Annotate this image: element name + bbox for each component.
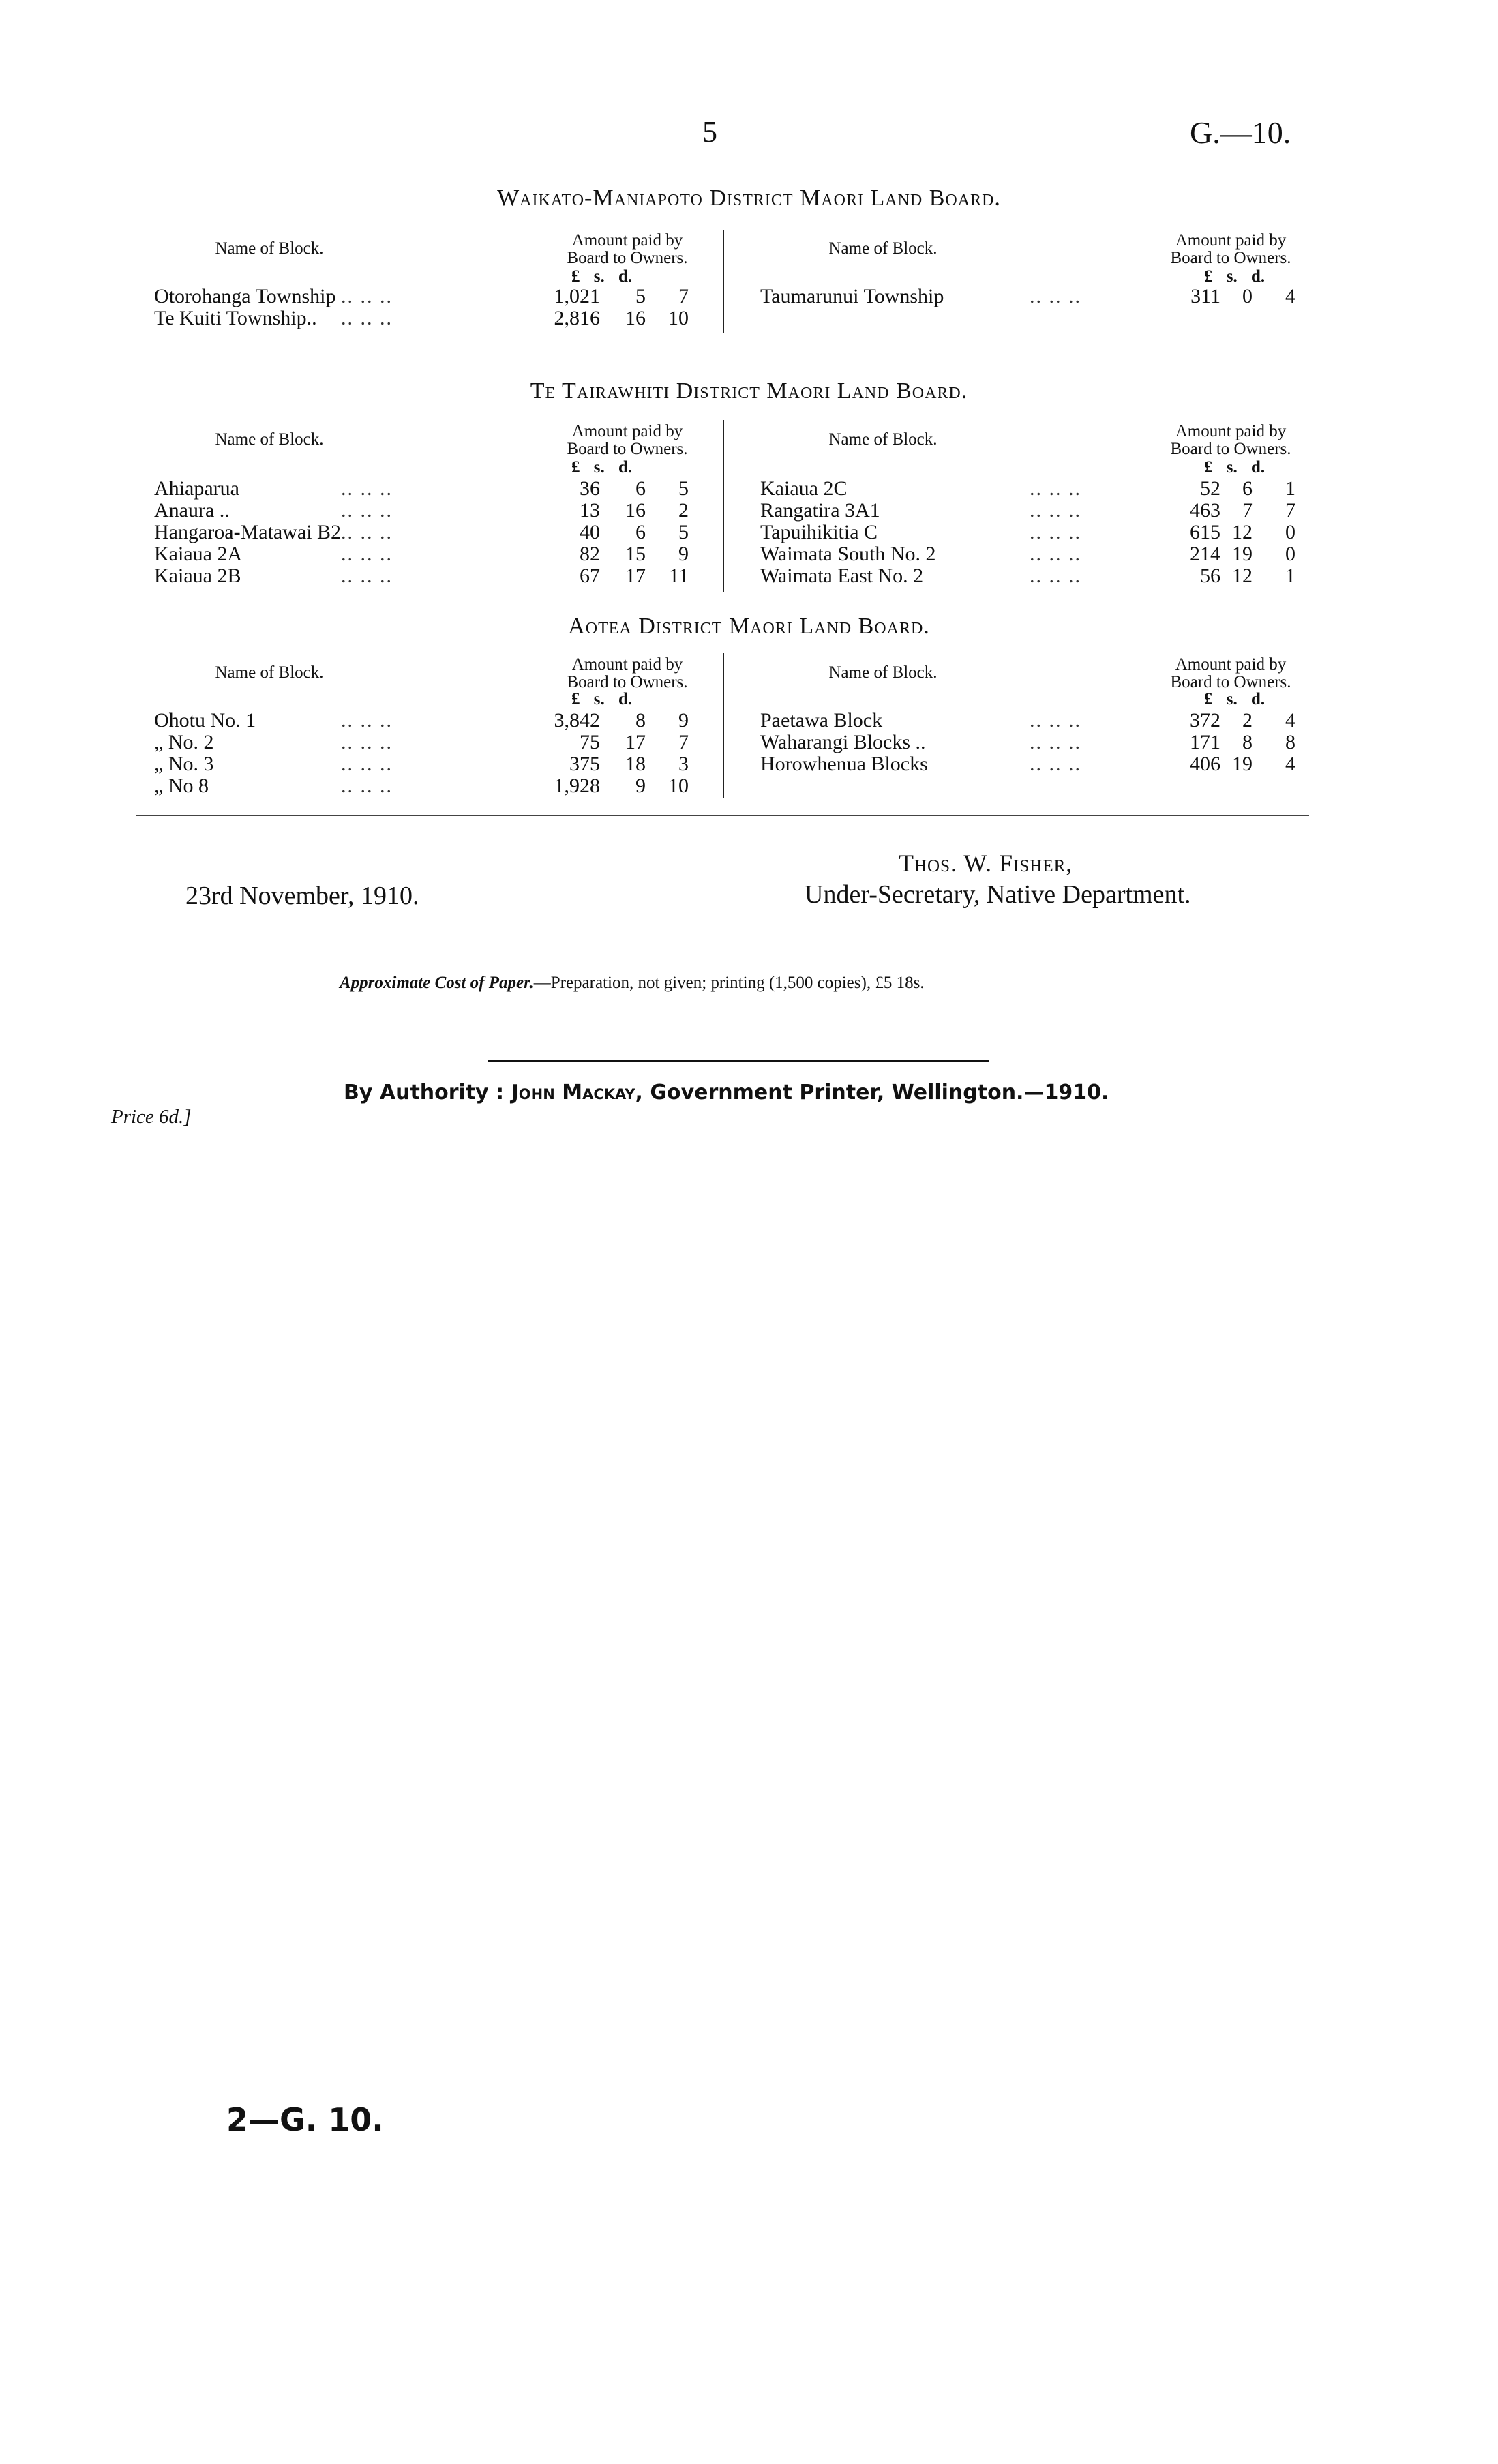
signoff-name: Thos. W. Fisher, [899,850,1073,877]
left-amount-header [532,232,723,267]
amount-shillings: 6 [635,477,646,500]
left-units: £ s. d. [571,458,633,477]
amount-pounds: 1,928 [554,775,600,797]
left-units: £ s. d. [571,690,633,708]
board-title: Aotea District Maori Land Board. [568,614,930,639]
block-name: Kaiaua 2A [154,543,243,565]
amount-header-line2: Board to Owners. [567,440,688,458]
amount-header-line2: Board to Owners. [567,673,688,691]
leader-dots: .. .. .. [1030,477,1081,500]
amount-header-line1: Amount paid by [1175,655,1287,674]
leader-dots: .. .. .. [341,709,393,732]
leader-dots: .. .. .. [1030,731,1081,753]
leader-dots: .. .. .. [341,307,393,329]
amount-pounds: 52 [1200,477,1220,500]
amount-pounds: 2,816 [554,307,600,329]
leader-dots: .. .. .. [341,477,393,500]
block-name: Tapuihikitia C [760,521,878,543]
amount-pounds: 171 [1190,731,1220,753]
right-amount-header [1132,656,1330,691]
block-name: Paetawa Block [760,709,883,732]
amount-pence: 4 [1285,753,1295,775]
amount-shillings: 5 [635,285,646,307]
amount-shillings: 6 [1242,477,1253,500]
board-title: Te Tairawhiti District Maori Land Board. [530,378,968,404]
table-row [0,477,1498,500]
table-row [0,499,1498,522]
amount-pence: 10 [668,775,689,797]
block-name: „ No. 2 [154,731,214,753]
amount-pence: 7 [1285,499,1295,522]
amount-pence: 2 [678,499,689,522]
table-row [0,731,1498,753]
footer-code: 2—G. 10. [226,2101,384,2138]
block-name: Kaiaua 2B [154,565,241,587]
left-name-header: Name of Block. [215,663,324,682]
left-name-header: Name of Block. [215,430,324,449]
leader-dots: .. .. .. [341,543,393,565]
amount-pounds: 3,842 [554,709,600,732]
amount-pence: 3 [678,753,689,775]
amount-shillings: 8 [635,709,646,732]
authority-rule [488,1060,989,1062]
amount-pounds: 56 [1200,565,1220,587]
price: Price 6d.] [111,1106,192,1128]
leader-dots: .. .. .. [341,521,393,543]
left-units: £ s. d. [571,267,633,286]
amount-shillings: 16 [625,307,646,329]
block-name: Te Kuiti Township.. [154,307,317,329]
amount-shillings: 12 [1232,521,1253,543]
amount-shillings: 18 [625,753,646,775]
amount-pounds: 36 [580,477,600,500]
amount-pounds: 40 [580,521,600,543]
leader-dots: .. .. .. [1030,753,1081,775]
leader-dots: .. .. .. [1030,709,1081,732]
block-name: Horowhenua Blocks [760,753,928,775]
amount-header-line1: Amount paid by [1175,231,1287,250]
amount-pounds: 82 [580,543,600,565]
cost-note-text: —Preparation, not given; printing (1,500 copies), £5 18s. [533,974,925,992]
amount-pence: 1 [1285,565,1295,587]
block-name: Kaiaua 2C [760,477,848,500]
right-amount-header [1132,423,1330,458]
authority-line [344,1081,1109,1105]
amount-shillings: 15 [625,543,646,565]
authority-rest: Government Printer, Wellington.—1910. [650,1081,1109,1105]
amount-pounds: 372 [1190,709,1220,732]
amount-shillings: 19 [1232,543,1253,565]
signoff-date: 23rd November, 1910. [185,882,419,910]
block-name: Hangaroa-Matawai B2 [154,521,342,543]
amount-pounds: 214 [1190,543,1220,565]
leader-dots: .. .. .. [341,731,393,753]
amount-pence: 5 [678,477,689,500]
cost-note [340,974,925,993]
left-amount-header [532,656,723,691]
amount-shillings: 0 [1242,285,1253,307]
amount-header-line2: Board to Owners. [567,249,688,267]
authority-prefix: By Authority : [344,1081,505,1105]
block-name: „ No 8 [154,775,209,797]
leader-dots: .. .. .. [1030,521,1081,543]
block-name: „ No. 3 [154,753,214,775]
amount-pence: 10 [668,307,689,329]
amount-shillings: 12 [1232,565,1253,587]
block-name: Rangatira 3A1 [760,499,880,522]
block-name: Ahiaparua [154,477,239,500]
table-row [0,285,1498,307]
amount-header-line2: Board to Owners. [1170,673,1291,691]
right-amount-header [1132,232,1330,267]
amount-pounds: 311 [1190,285,1220,307]
amount-shillings: 17 [625,565,646,587]
cost-note-label: Approximate Cost of Paper. [340,974,534,992]
amount-pence: 9 [678,543,689,565]
amount-pence: 7 [678,285,689,307]
leader-dots: .. .. .. [1030,285,1081,307]
amount-pence: 1 [1285,477,1295,500]
table-row [0,775,1498,797]
amount-pence: 5 [678,521,689,543]
leader-dots: .. .. .. [341,753,393,775]
amount-shillings: 9 [635,775,646,797]
amount-pence: 4 [1285,709,1295,732]
block-name: Ohotu No. 1 [154,709,256,732]
amount-pounds: 13 [580,499,600,522]
right-units: £ s. d. [1204,458,1265,477]
table-row [0,565,1498,587]
table-row [0,543,1498,565]
amount-pounds: 375 [569,753,600,775]
amount-shillings: 6 [635,521,646,543]
amount-header-line1: Amount paid by [571,655,683,674]
amount-header-line2: Board to Owners. [1170,249,1291,267]
amount-header-line1: Amount paid by [571,422,683,440]
amount-pence: 9 [678,709,689,732]
leader-dots: .. .. .. [341,775,393,797]
amount-pounds: 615 [1190,521,1220,543]
table-row [0,307,1498,329]
leader-dots: .. .. .. [341,285,393,307]
block-name: Waimata East No. 2 [760,565,924,587]
block-name: Waharangi Blocks .. [760,731,926,753]
amount-pounds: 67 [580,565,600,587]
leader-dots: .. .. .. [341,499,393,522]
authority-printer: John Mackay, [511,1081,643,1105]
right-name-header: Name of Block. [828,239,938,258]
block-name: Taumarunui Township [760,285,944,307]
amount-pence: 11 [669,565,689,587]
amount-shillings: 19 [1232,753,1253,775]
leader-dots: .. .. .. [1030,565,1081,587]
page-number: 5 [702,115,717,149]
left-name-header: Name of Block. [215,239,324,258]
amount-shillings: 7 [1242,499,1253,522]
amount-pence: 0 [1285,543,1295,565]
table-row [0,521,1498,543]
leader-dots: .. .. .. [1030,499,1081,522]
signoff-position: Under-Secretary, Native Department. [805,880,1191,909]
amount-header-line2: Board to Owners. [1170,440,1291,458]
block-name: Anaura .. [154,499,230,522]
left-amount-header [532,423,723,458]
leader-dots: .. .. .. [341,565,393,587]
amount-shillings: 8 [1242,731,1253,753]
amount-pounds: 406 [1190,753,1220,775]
amount-header-line1: Amount paid by [1175,422,1287,440]
right-units: £ s. d. [1204,690,1265,708]
right-name-header: Name of Block. [828,663,938,682]
amount-pounds: 75 [580,731,600,753]
amount-header-line1: Amount paid by [571,231,683,250]
table-row [0,709,1498,732]
leader-dots: .. .. .. [1030,543,1081,565]
amount-shillings: 2 [1242,709,1253,732]
block-name: Waimata South No. 2 [760,543,936,565]
right-units: £ s. d. [1204,267,1265,286]
amount-pence: 4 [1285,285,1295,307]
amount-shillings: 17 [625,731,646,753]
block-name: Otorohanga Township [154,285,336,307]
board-title: Waikato-Maniapoto District Maori Land Board. [497,185,1001,211]
amount-shillings: 16 [625,499,646,522]
amount-pence: 0 [1285,521,1295,543]
right-name-header: Name of Block. [828,430,938,449]
amount-pence: 8 [1285,731,1295,753]
table-row [0,753,1498,775]
amount-pounds: 1,021 [554,285,600,307]
series-code: G.—10. [1190,115,1291,150]
table-bottom-rule-right [620,815,1309,816]
amount-pence: 7 [678,731,689,753]
amount-pounds: 463 [1190,499,1220,522]
